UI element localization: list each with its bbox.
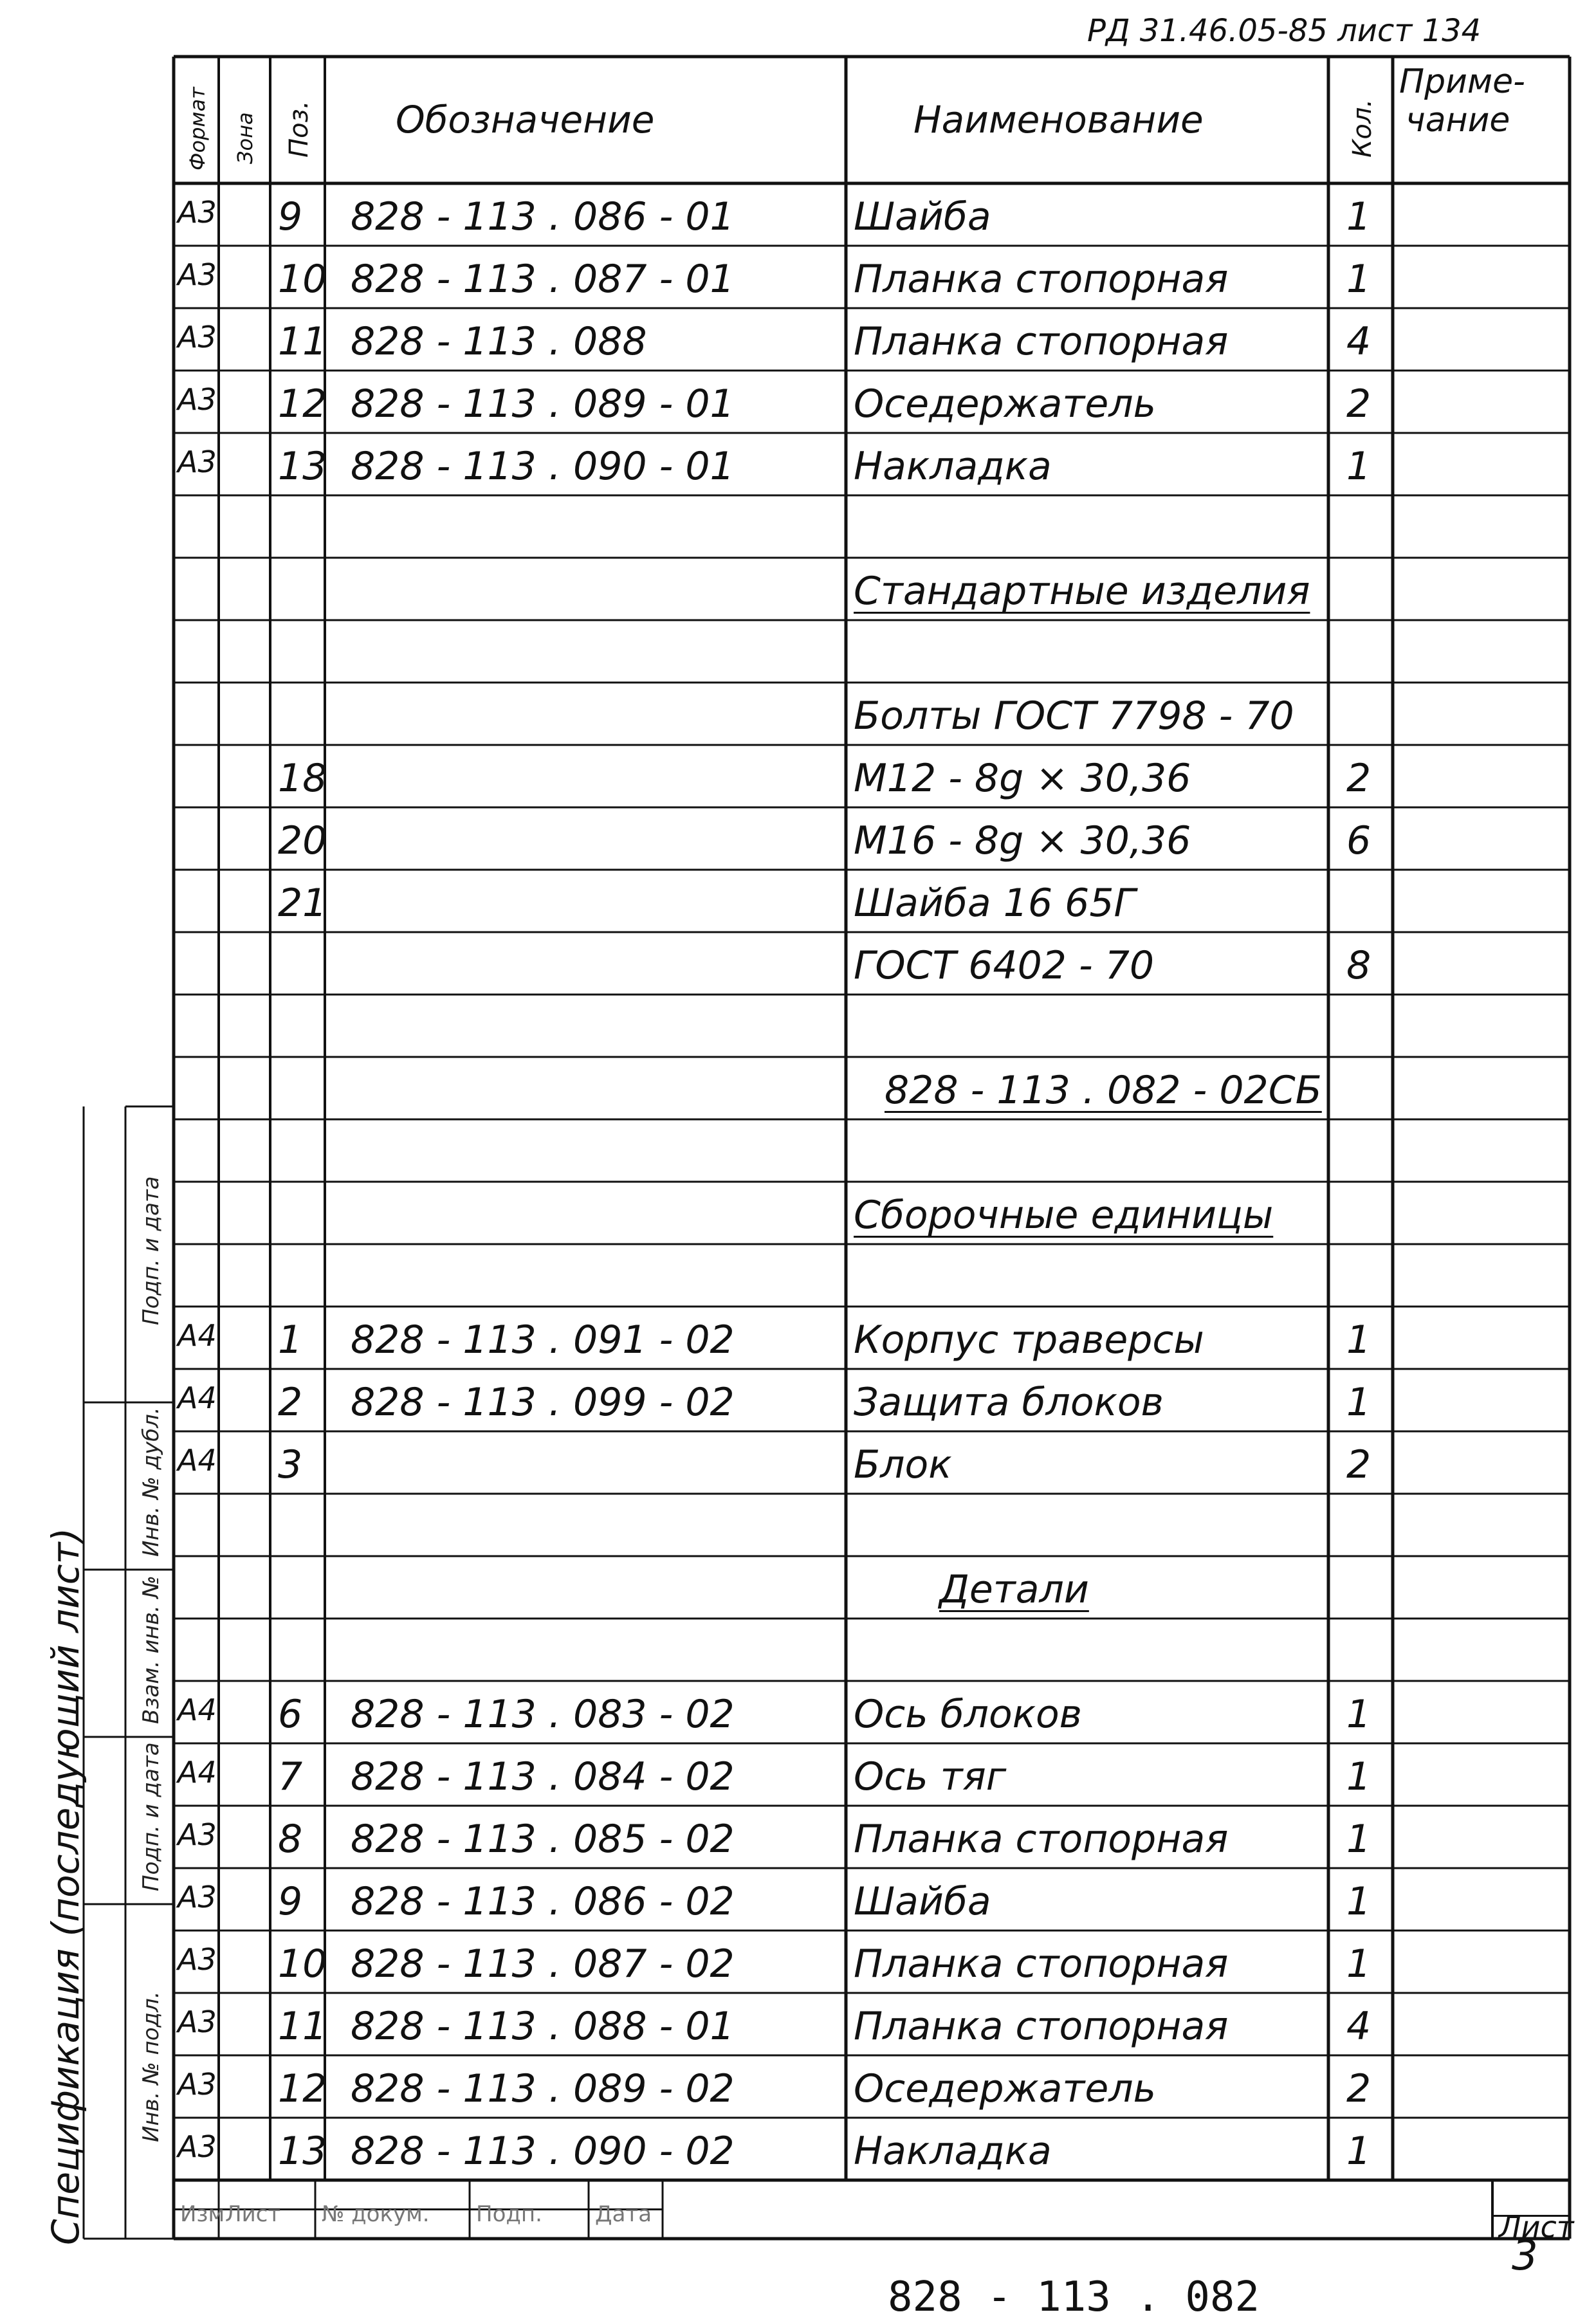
cell-quantity: 1 (1346, 1754, 1371, 1799)
cell-quantity: 1 (1346, 444, 1371, 489)
cell-position: 13 (278, 444, 327, 489)
column-header-qty: Кол. (1348, 98, 1377, 158)
cell-name: Планка стопорная (854, 1817, 1229, 1862)
cell-quantity: 2 (1346, 2066, 1371, 2111)
cell-position: 10 (278, 257, 327, 302)
cell-quantity: 6 (1346, 818, 1371, 863)
cell-quantity: 1 (1346, 1941, 1371, 1986)
side-strip-label: Подп. и дата (138, 1742, 164, 1891)
cell-position: 21 (278, 881, 327, 926)
cell-name: Шайба (854, 1879, 991, 1924)
cell-format: А3 (178, 2067, 217, 2102)
cell-position: 2 (278, 1380, 303, 1425)
cell-designation: 828 - 113 . 099 - 02 (351, 1380, 735, 1425)
cell-designation: 828 - 113 . 091 - 02 (351, 1317, 735, 1362)
title-block-sheet-number: 3 (1512, 2232, 1538, 2280)
cell-designation: 828 - 113 . 086 - 02 (351, 1879, 735, 1924)
cell-format: А3 (178, 382, 217, 417)
cell-designation: 828 - 113 . 088 (351, 319, 647, 364)
cell-format: А4 (178, 1443, 217, 1478)
cell-position: 18 (278, 756, 327, 801)
cell-format: А3 (178, 445, 217, 479)
column-header-pos: Поз. (284, 100, 314, 158)
title-block-stamp-label: № докум. (322, 2201, 430, 2227)
cell-name: Стандартные изделия (854, 569, 1310, 614)
cell-format: А4 (178, 1318, 217, 1353)
cell-designation: 828 - 113 . 085 - 02 (351, 1817, 735, 1862)
cell-position: 20 (278, 818, 327, 863)
cell-quantity: 2 (1346, 1442, 1371, 1487)
cell-format: А3 (178, 2004, 217, 2039)
cell-quantity: 1 (1346, 257, 1371, 302)
cell-position: 9 (278, 1879, 303, 1924)
cell-quantity: 4 (1346, 319, 1371, 364)
cell-quantity: 1 (1346, 1317, 1371, 1362)
cell-format: А3 (178, 1942, 217, 1977)
cell-name: Болты ГОСТ 7798 - 70 (854, 693, 1294, 738)
cell-designation: 828 - 113 . 087 - 01 (351, 257, 735, 302)
cell-name: Планка стопорная (854, 319, 1229, 364)
cell-name: Шайба 16 65Г (854, 881, 1135, 926)
cell-format: А4 (178, 1693, 217, 1727)
cell-name: ГОСТ 6402 - 70 (854, 943, 1155, 988)
cell-name: Оседержатель (854, 381, 1157, 427)
cell-designation: 828 - 113 . 089 - 02 (351, 2066, 735, 2111)
cell-position: 1 (278, 1317, 303, 1362)
cell-position: 12 (278, 381, 327, 427)
side-strip-label: Инв. № подл. (138, 1991, 164, 2142)
cell-name: Шайба (854, 194, 991, 239)
cell-name: М16 - 8g × 30,36 (854, 818, 1191, 863)
cell-name: Накладка (854, 444, 1052, 489)
cell-position: 11 (278, 2004, 327, 2049)
cell-format: А4 (178, 1755, 217, 1790)
cell-designation: 828 - 113 . 087 - 02 (351, 1941, 735, 1986)
cell-designation: 828 - 113 . 088 - 01 (351, 2004, 735, 2049)
title-block-stamp-label: Лист (225, 2201, 281, 2227)
cell-format: А3 (178, 320, 217, 354)
cell-position: 12 (278, 2066, 327, 2111)
cell-quantity: 1 (1346, 1692, 1371, 1737)
cell-position: 7 (278, 1754, 303, 1799)
cell-position: 8 (278, 1817, 303, 1862)
cell-quantity: 2 (1346, 381, 1371, 427)
side-caption: Спецификация (последующий лист) (44, 1527, 87, 2245)
cell-designation: 828 - 113 . 086 - 01 (351, 194, 735, 239)
column-header-designation: Обозначение (396, 98, 655, 142)
title-block-designation: 828 - 113 . 082 (888, 2273, 1260, 2321)
cell-name: М12 - 8g × 30,36 (854, 756, 1191, 801)
cell-name: Корпус траверсы (854, 1317, 1204, 1362)
cell-format: А3 (178, 257, 217, 292)
cell-position: 6 (278, 1692, 303, 1737)
cell-designation: 828 - 113 . 083 - 02 (351, 1692, 735, 1737)
column-header-note: Приме- (1399, 62, 1525, 101)
column-header-zone: Зона (233, 112, 257, 164)
cell-quantity: 2 (1346, 756, 1371, 801)
cell-designation: 828 - 113 . 090 - 02 (351, 2129, 735, 2174)
column-header-format: Формат (185, 87, 210, 170)
title-block-stamp-label: Изм (180, 2201, 225, 2227)
cell-name: Оседержатель (854, 2066, 1157, 2111)
cell-name: Планка стопорная (854, 257, 1229, 302)
cell-quantity: 8 (1346, 943, 1371, 988)
side-strip-label: Инв. № дубл. (138, 1407, 164, 1557)
cell-name: Ось блоков (854, 1692, 1083, 1737)
title-block-stamp-label: Дата (595, 2201, 652, 2227)
cell-quantity: 1 (1346, 194, 1371, 239)
cell-format: А3 (178, 195, 217, 230)
cell-name: Сборочные единицы (854, 1193, 1274, 1238)
title-block-stamp-label: Подп. (476, 2201, 542, 2227)
column-header-note: чание (1406, 101, 1510, 140)
cell-name: Планка стопорная (854, 1941, 1229, 1986)
cell-format: А3 (178, 2129, 217, 2164)
side-strip-label: Подп. и дата (138, 1176, 164, 1325)
cell-format: А4 (178, 1381, 217, 1415)
cell-name: Ось тяг (854, 1754, 1007, 1799)
column-header-name: Наименование (913, 98, 1204, 142)
cell-position: 11 (278, 319, 327, 364)
cell-name: Накладка (854, 2129, 1052, 2174)
cell-name: Детали (939, 1567, 1089, 1612)
cell-format: А3 (178, 1817, 217, 1852)
cell-position: 10 (278, 1941, 327, 1986)
cell-position: 13 (278, 2129, 327, 2174)
cell-quantity: 1 (1346, 2129, 1371, 2174)
cell-position: 3 (278, 1442, 303, 1487)
side-strip-label: Взам. инв. № (138, 1575, 164, 1724)
cell-quantity: 1 (1346, 1817, 1371, 1862)
cell-name: 828 - 113 . 082 - 02СБ (885, 1068, 1322, 1113)
cell-name: Защита блоков (854, 1380, 1164, 1425)
document-reference: РД 31.46.05-85 лист 134 (1087, 13, 1481, 49)
cell-quantity: 4 (1346, 2004, 1371, 2049)
cell-designation: 828 - 113 . 084 - 02 (351, 1754, 735, 1799)
cell-position: 9 (278, 194, 303, 239)
cell-quantity: 1 (1346, 1380, 1371, 1425)
cell-name: Блок (854, 1442, 952, 1487)
cell-designation: 828 - 113 . 089 - 01 (351, 381, 735, 427)
cell-format: А3 (178, 1880, 217, 1914)
cell-quantity: 1 (1346, 1879, 1371, 1924)
cell-designation: 828 - 113 . 090 - 01 (351, 444, 735, 489)
cell-name: Планка стопорная (854, 2004, 1229, 2049)
title-block-sheet-label: Лист (1499, 2210, 1574, 2244)
